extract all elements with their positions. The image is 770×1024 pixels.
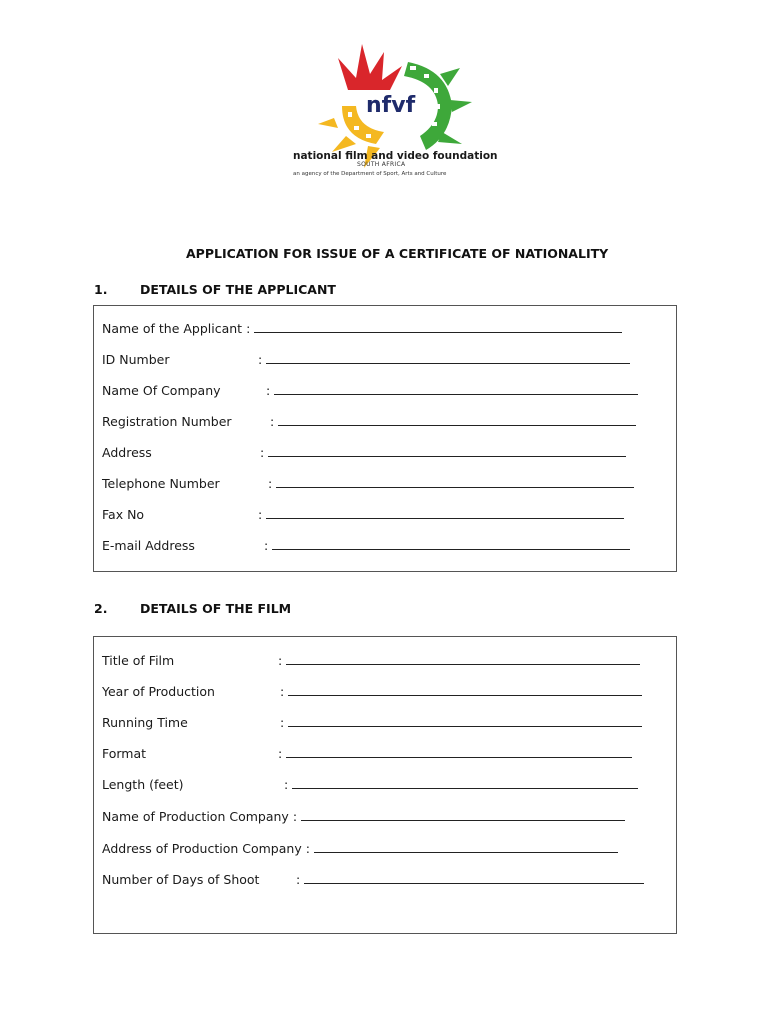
organization-country: SOUTH AFRICA [357, 161, 406, 168]
production-company-name-input[interactable] [301, 810, 625, 821]
organization-agency-line: an agency of the Department of Sport, Arts and Culture [293, 171, 447, 177]
field-label: Name of Production Company [102, 809, 289, 824]
field-applicant-name: Name of the Applicant : [102, 321, 622, 336]
field-label: Title of Film [102, 653, 175, 668]
organization-name: national film and video foundation [293, 150, 498, 162]
field-length-feet: Length (feet) : [102, 777, 638, 792]
applicant-details-box [93, 305, 677, 572]
field-telephone-number: Telephone Number : [102, 476, 634, 491]
field-label: Address of Production Company [102, 841, 302, 856]
section-2-title: DETAILS OF THE FILM [140, 601, 292, 616]
field-label: Number of Days of Shoot [102, 872, 260, 887]
address-input[interactable] [268, 446, 626, 457]
field-label: Name of the Applicant [102, 321, 243, 336]
id-number-input[interactable] [266, 353, 630, 364]
field-company-name: Name Of Company : [102, 383, 638, 398]
svg-text:nfvf: nfvf [366, 93, 416, 118]
film-title-input[interactable] [286, 654, 640, 665]
field-running-time: Running Time : [102, 715, 642, 730]
field-label: Name Of Company [102, 383, 221, 398]
section-1-title: DETAILS OF THE APPLICANT [140, 282, 336, 297]
field-days-of-shoot: Number of Days of Shoot : [102, 872, 644, 887]
field-label: E-mail Address [102, 538, 195, 553]
field-address: Address : [102, 445, 626, 460]
field-label: Length (feet) [102, 777, 184, 792]
length-feet-input[interactable] [292, 778, 638, 789]
registration-number-input[interactable] [278, 415, 636, 426]
field-label: Year of Production [102, 684, 215, 699]
field-label: Format [102, 746, 147, 761]
days-of-shoot-input[interactable] [304, 873, 644, 884]
field-production-company-name: Name of Production Company : [102, 809, 625, 824]
email-address-input[interactable] [272, 539, 630, 550]
field-film-title: Title of Film : [102, 653, 640, 668]
field-label: Fax No [102, 507, 145, 522]
section-1-heading [94, 282, 336, 297]
field-production-company-address: Address of Production Company : [102, 841, 618, 856]
field-registration-number: Registration Number : [102, 414, 636, 429]
document-title: APPLICATION FOR ISSUE OF A CERTIFICATE OF NATIONALITY [186, 246, 609, 261]
telephone-number-input[interactable] [276, 477, 634, 488]
year-of-production-input[interactable] [288, 685, 642, 696]
fax-no-input[interactable] [266, 508, 624, 519]
field-year-of-production: Year of Production : [102, 684, 642, 699]
field-label: ID Number [102, 352, 170, 367]
field-email-address: E-mail Address : [102, 538, 630, 553]
field-fax-no: Fax No : [102, 507, 624, 522]
section-2-heading [94, 601, 291, 616]
field-label: Registration Number [102, 414, 232, 429]
film-details-box [93, 636, 677, 934]
field-id-number: ID Number : [102, 352, 630, 367]
applicant-name-input[interactable] [254, 322, 622, 333]
running-time-input[interactable] [288, 716, 642, 727]
section-1-number: 1. [94, 282, 108, 297]
field-label: Running Time [102, 715, 188, 730]
format-input[interactable] [286, 747, 632, 758]
company-name-input[interactable] [274, 384, 638, 395]
field-label: Address [102, 445, 152, 460]
production-company-address-input[interactable] [314, 842, 618, 853]
section-2-number: 2. [94, 601, 108, 616]
field-label: Telephone Number [102, 476, 220, 491]
field-format: Format : [102, 746, 632, 761]
